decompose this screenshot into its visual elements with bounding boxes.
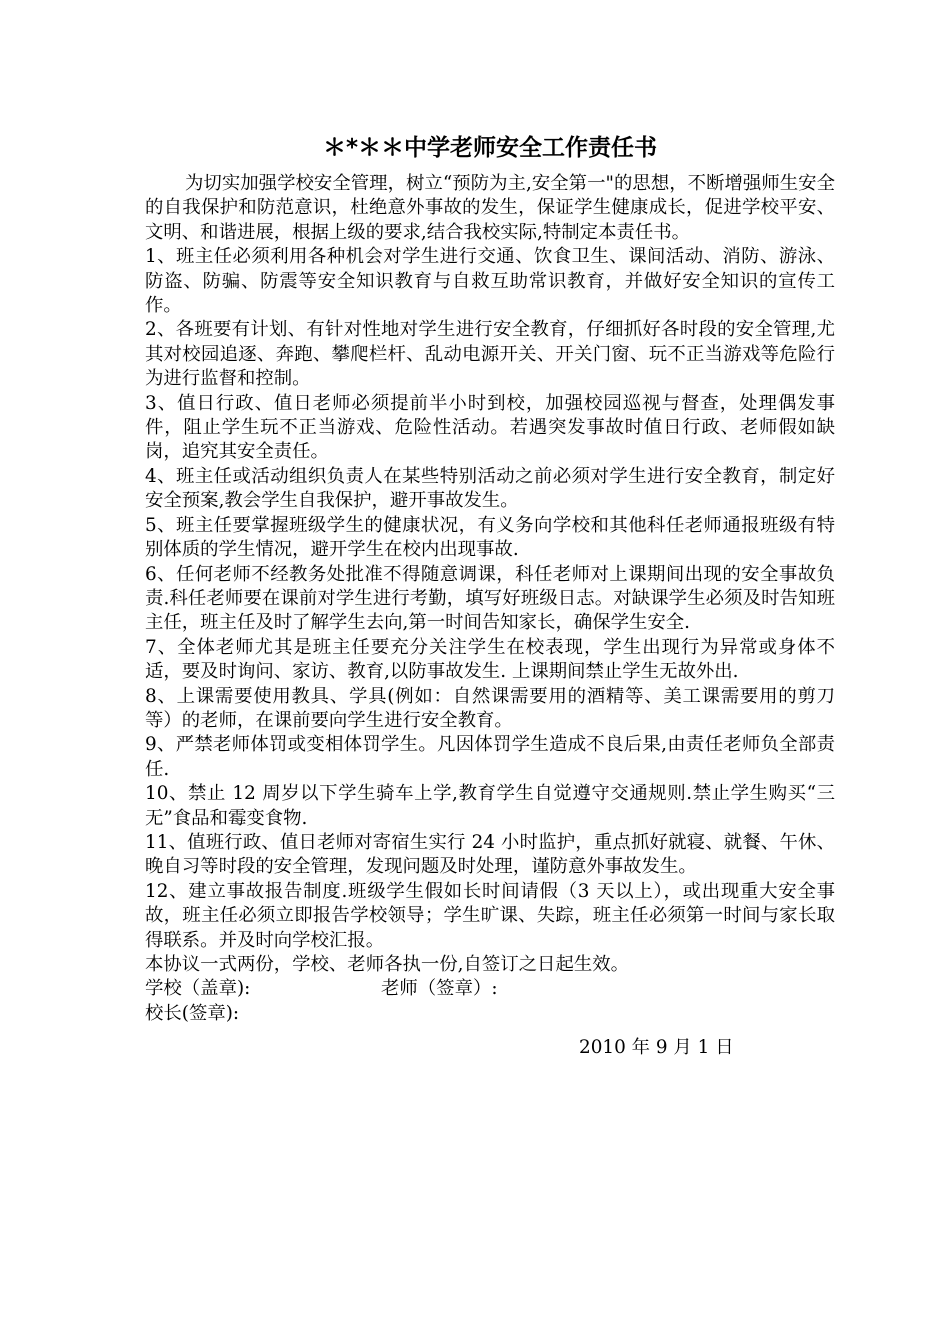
signature-row (145, 977, 835, 1001)
item-3: 3、值日行政、值日老师必须提前半小时到校，加强校园巡视与督查，处理偶发事件，阻止学生玩不正当游戏、危险性活动。若遇突发事故时值日行政、老师假如缺岗，追究其安全责任。 (145, 392, 835, 463)
item-7: 7、全体老师尤其是班主任要充分关注学生在校表现，学生出现行为异常或身体不适，要及时询问、家访、教育,以防事故发生. 上课期间禁止学生无故外出. (145, 636, 835, 683)
item-2: 2、各班要有计划、有针对性地对学生进行安全教育，仔细抓好各时段的安全管理,尤其对校园追逐、奔跑、攀爬栏杆、乱动电源开关、开关门窗、玩不正当游戏等危险行为进行监督和控制。 (145, 319, 835, 390)
agreement-paragraph: 本协议一式两份，学校、老师各执一份,自签订之日起生效。 (145, 954, 630, 975)
item-4: 4、班主任或活动组织负责人在某些特别活动之前必须对学生进行安全教育，制定好安全预案,教会学生自我保护，避开事故发生。 (145, 465, 835, 512)
intro-paragraph: 为切实加强学校安全管理，树立“预防为主,安全第一"的思想，不断增强师生安全的自我保护和防范意识，杜绝意外事故的发生，保证学生健康成长，促进学校平安、文明、和谐进展，根据上级的要求,结合我校实际,特制定本责任书。 (145, 173, 835, 243)
item-11: 11、值班行政、值日老师对寄宿生实行 24 小时监护，重点抓好就寝、就餐、午休、晚自习等时段的安全管理，发现问题及时处理，谨防意外事故发生。 (145, 831, 835, 878)
teacher-sign-label: 老师（签章）: (381, 978, 498, 1000)
school-seal-label: 学校（盖章): (145, 978, 251, 1000)
document-date: 2010 年 9 月 1 日 (579, 1037, 734, 1059)
item-1: 1、班主任必须利用各种机会对学生进行交通、饮食卫生、课间活动、消防、游泳、防盗、防骗、防震等安全知识教育与自救互助常识教育，并做好安全知识的宣传工作。 (145, 246, 835, 317)
item-10: 10、禁止 12 周岁以下学生骑车上学,教育学生自觉遵守交通规则.禁止学生购买“三无”食品和霉变食物. (145, 783, 835, 829)
item-8: 8、上课需要使用教具、学具(例如：自然课需要用的酒精等、美工课需要用的剪刀等）的老师，在课前要向学生进行安全教育。 (145, 685, 835, 731)
document-page (145, 128, 835, 1061)
item-12: 12、建立事故报告制度.班级学生假如长时间请假（3 天以上），或出现重大安全事故，班主任必须立即报告学校领导；学生旷课、失踪，班主任必须第一时间与家长取得联系。并及时向学校汇报。 (145, 880, 835, 951)
document-title: ＊*＊＊中学老师安全工作责任书 (322, 135, 658, 161)
item-5: 5、班主任要掌握班级学生的健康状况，有义务向学校和其他科任老师通报班级有特别体质的学生情况，避开学生在校内出现事故. (145, 514, 835, 561)
item-9: 9、严禁老师体罚或变相体罚学生。凡因体罚学生造成不良后果,由责任老师负全部责任. (145, 734, 835, 780)
principal-row (145, 1002, 835, 1026)
principal-sign-label: 校长(签章): (145, 1002, 240, 1024)
item-6: 6、任何老师不经教务处批准不得随意调课，科任老师对上课期间出现的安全事故负责.科任老师要在课前对学生进行考勤，填写好班级日志。对缺课学生必须及时告知班主任，班主任及时了解学生去向,第一时间告知家长，确保学生安全. (145, 563, 835, 634)
